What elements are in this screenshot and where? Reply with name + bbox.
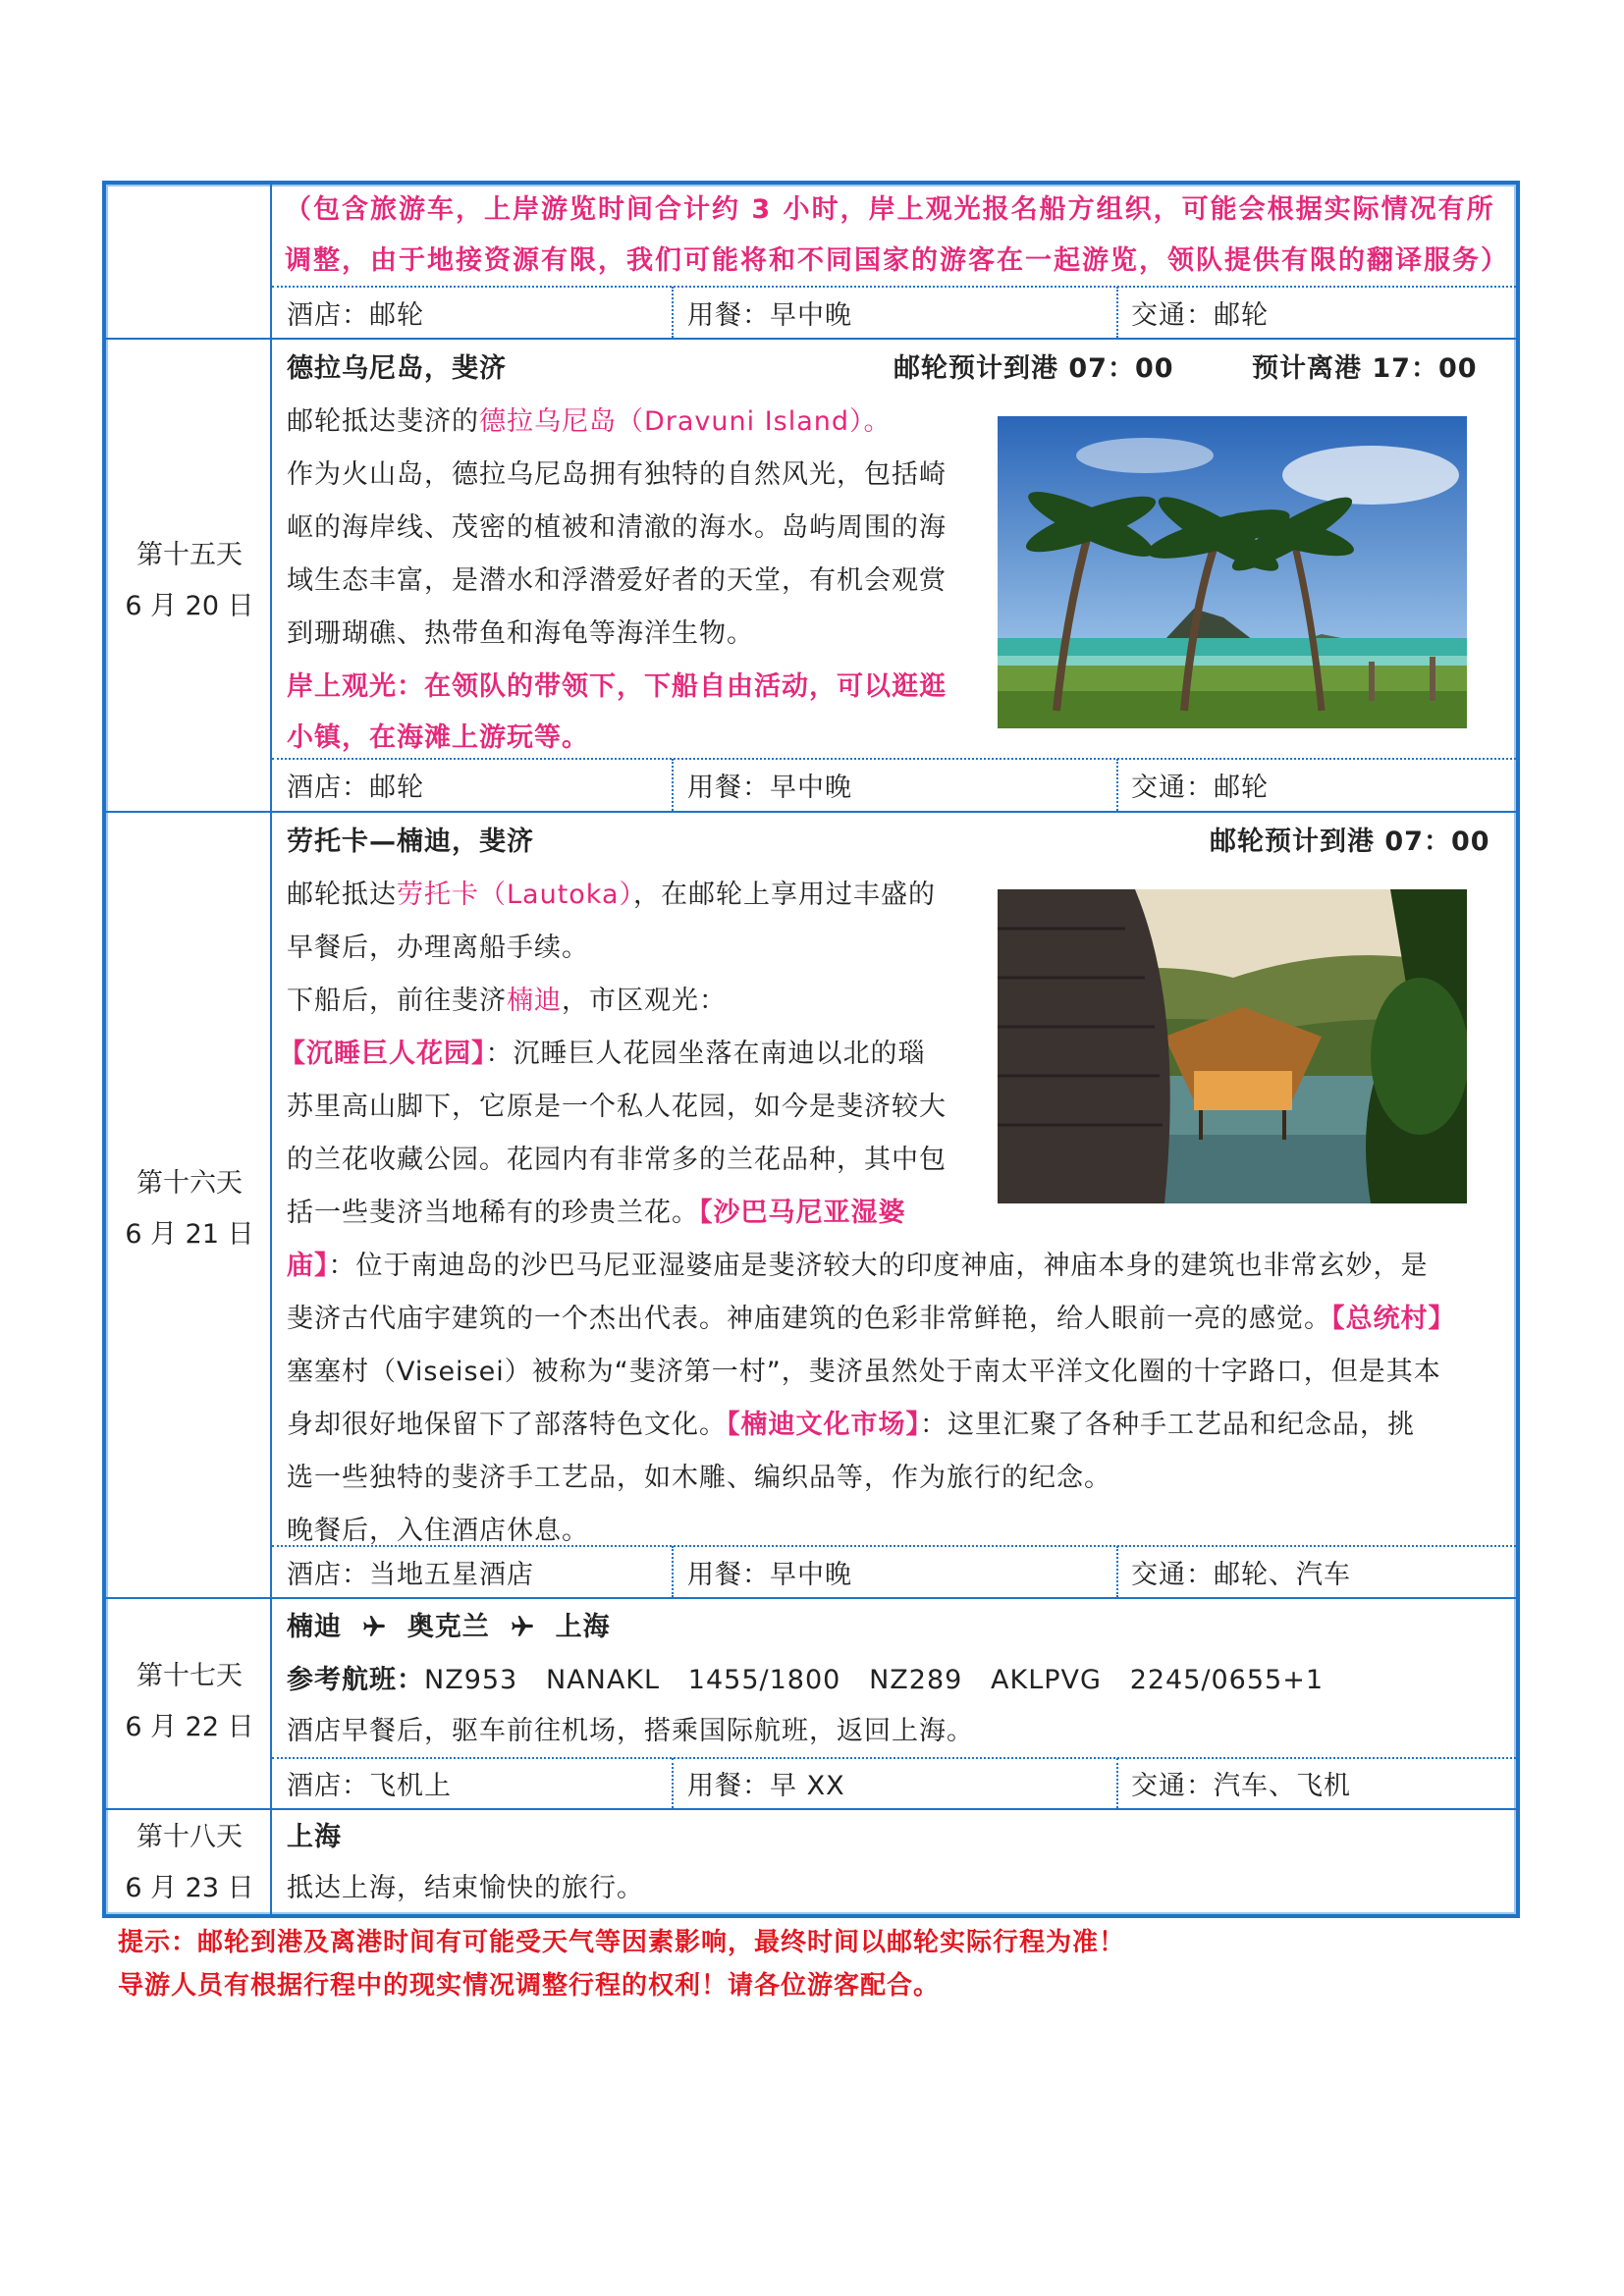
day16-transport: 交通：邮轮、汽车 (1131, 1560, 1351, 1590)
day17-flight-label: 参考航班： (287, 1665, 424, 1695)
day18-desc: 抵达上海，结束愉快的旅行。 (287, 1873, 644, 1903)
day16-line11-b: 【楠迪文化市场】 (727, 1410, 920, 1440)
day15-title: 德拉乌尼岛，斐济 (287, 353, 507, 384)
day15-transport: 交通：邮轮 (1131, 773, 1269, 803)
day15-label: 第十五天 (136, 540, 243, 570)
day16-line4-b: ：沉睡巨人花园坐落在南迪以北的瑙 (485, 1039, 926, 1069)
day14-hotel: 酒店：邮轮 (287, 300, 424, 331)
day16-line8-b: ：位于南迪岛的沙巴马尼亚湿婆庙是斐济较大的印度神庙，神庙本身的建筑也非常玄妙，是 (328, 1251, 1429, 1281)
day17-hotel: 酒店：飞机上 (287, 1771, 452, 1801)
day16-line1 (287, 870, 936, 921)
day15-desc-line: 岖的海岸线、茂密的植被和清澈的海水。岛屿周围的海 (287, 512, 947, 543)
day16-title: 劳托卡—楠迪，斐济 (287, 827, 534, 857)
day16-line2: 早餐后，办理离船手续。 (287, 933, 589, 963)
day16-line3-c: ，市区观光： (562, 986, 727, 1016)
day16-line5: 苏里高山脚下，它原是一个私人花园，如今是斐济较大 (287, 1092, 947, 1122)
day16-line6: 的兰花收藏公园。花园内有非常多的兰花品种，其中包 (287, 1145, 947, 1175)
day17-transport: 交通：汽车、飞机 (1131, 1771, 1351, 1801)
day16-line11-a: 身却很好地保留下了部落特色文化。 (287, 1410, 727, 1440)
info-col-divider (1116, 1546, 1118, 1597)
day14-transport: 交通：邮轮 (1131, 300, 1269, 331)
day16-arrive-time: 邮轮预计到港 07：00 (1210, 827, 1490, 857)
day16-line4-a: 【沉睡巨人花园】 (279, 1039, 486, 1069)
day15-desc-line: 域生态丰富，是潜水和浮潜爱好者的天堂，有机会观赏 (287, 565, 947, 596)
day17-route (287, 1602, 611, 1653)
info-col-divider (672, 759, 674, 811)
day15-desc-line: 作为火山岛，德拉乌尼岛拥有独特的自然风光，包括崎 (287, 459, 947, 490)
footer-tip-2: 导游人员有根据行程中的现实情况调整行程的权利！请各位游客配合。 (118, 1971, 941, 2001)
info-row-divider (272, 1757, 1516, 1759)
info-col-divider (672, 287, 674, 338)
day18-label: 第十八天 (136, 1822, 243, 1852)
day16-line12: 选一些独特的斐济手工艺品，如木雕、编织品等，作为旅行的纪念。 (287, 1463, 1111, 1493)
day17-flight (287, 1655, 1324, 1706)
day14-note-line2: 调整，由于地接资源有限，我们可能将和不同国家的游客在一起游览，领队提供有限的翻译服务） (285, 245, 1509, 276)
day15-line1 (287, 397, 892, 448)
day17-meal: 用餐：早 XX (687, 1771, 845, 1801)
day17-route-dest: 上海 (555, 1612, 611, 1642)
day15-hotel: 酒店：邮轮 (287, 773, 424, 803)
day16-line1-b: 劳托卡（Lautoka） (397, 880, 634, 910)
day15-depart-time: 预计离港 17：00 (1252, 353, 1478, 384)
info-col-divider (1116, 287, 1118, 338)
day15-arrive-time: 邮轮预计到港 07：00 (893, 353, 1174, 384)
info-col-divider (672, 1546, 674, 1597)
day15-meal: 用餐：早中晚 (687, 773, 852, 803)
plane-icon (510, 1602, 535, 1653)
day16-line9-a: 斐济古代庙宇建筑的一个杰出代表。神庙建筑的色彩非常鲜艳，给人眼前一亮的感觉。 (287, 1304, 1331, 1334)
info-col-divider (1116, 1758, 1118, 1808)
fiji-resort-photo (998, 889, 1467, 1203)
day16-line10: 塞塞村（Viseisei）被称为“斐济第一村”，斐济虽然处于南太平洋文化圈的十字路口，但是其本 (287, 1357, 1441, 1387)
day16-line3-b: 楠迪 (507, 986, 562, 1016)
day17-date: 6 月 22 日 (125, 1712, 254, 1742)
day17-desc: 酒店早餐后，驱车前往机场，搭乘国际航班，返回上海。 (287, 1716, 974, 1746)
day18-date: 6 月 23 日 (125, 1873, 254, 1903)
day16-line8-a: 庙】 (287, 1251, 329, 1281)
day16-line3 (287, 976, 727, 1027)
day16-meal: 用餐：早中晚 (687, 1560, 852, 1590)
day17-label: 第十七天 (136, 1661, 243, 1691)
day16-line4 (279, 1029, 926, 1080)
day16-line11-c: ：这里汇聚了各种手工艺品和纪念品，挑 (920, 1410, 1415, 1440)
info-col-divider (1116, 759, 1118, 811)
day15-line1-a: 邮轮抵达斐济的 (287, 406, 479, 437)
day15-date: 6 月 20 日 (125, 591, 254, 621)
day16-line7-b: 【沙巴马尼亚湿婆 (699, 1198, 906, 1228)
day16-line7-a: 括一些斐济当地稀有的珍贵兰花。 (287, 1198, 699, 1228)
day16-line1-c: ，在邮轮上享用过丰盛的 (633, 880, 937, 910)
day17-flight-info: NZ953 NANAKL 1455/1800 NZ289 AKLPVG 2245/0655+1 (424, 1665, 1325, 1695)
day18-title: 上海 (287, 1822, 342, 1852)
day16-line3-a: 下船后，前往斐济 (287, 986, 507, 1016)
day15-shore-line1: 岸上观光：在领队的带领下，下船自由活动，可以逛逛 (287, 671, 947, 702)
day16-line7 (287, 1188, 906, 1239)
day16-line1-a: 邮轮抵达 (287, 880, 397, 910)
day16-date: 6 月 21 日 (125, 1219, 254, 1250)
day16-line9 (287, 1294, 1456, 1345)
footer-tip-1: 提示：邮轮到港及离港时间有可能受天气等因素影响，最终时间以邮轮实际行程为准！ (118, 1928, 1126, 1957)
day16-line13: 晚餐后，入住酒店休息。 (287, 1516, 589, 1546)
day17-route-origin: 楠迪 (287, 1612, 342, 1642)
day15-desc-line: 到珊瑚礁、热带鱼和海龟等海洋生物。 (287, 618, 754, 649)
day14-note-line1: （包含旅游车，上岸游览时间合计约 3 小时，岸上观光报名船方组织，可能会根据实际情况有所 (285, 194, 1495, 225)
day14-meal: 用餐：早中晚 (687, 300, 852, 331)
day15-shore-line2: 小镇，在海滩上游玩等。 (287, 722, 589, 753)
day16-line9-b: 【总统村】 (1331, 1304, 1456, 1334)
day16-label: 第十六天 (136, 1168, 243, 1199)
day16-line8 (287, 1241, 1429, 1292)
plane-icon (361, 1602, 387, 1653)
day16-line11 (287, 1400, 1415, 1451)
day15-line1-b: 德拉乌尼岛（Dravuni Island）。 (479, 406, 892, 437)
day16-hotel: 酒店：当地五星酒店 (287, 1560, 534, 1590)
day17-route-via: 奥克兰 (406, 1612, 490, 1642)
dravuni-island-photo (998, 416, 1467, 728)
info-col-divider (672, 1758, 674, 1808)
